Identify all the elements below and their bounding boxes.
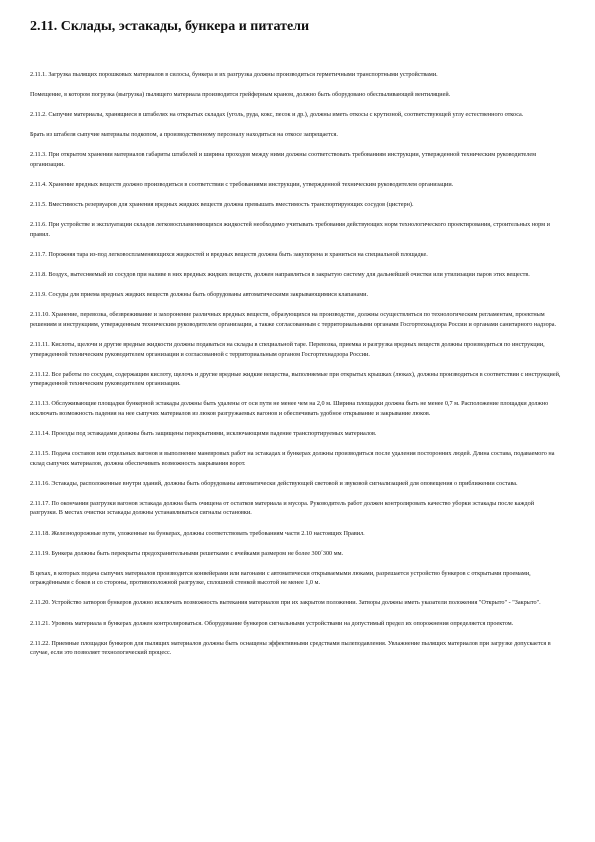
paragraph: 2.11.1. Загрузка пылящих порошковых материалов в силосы, бункера и их разгрузка должны производиться герметичными транспортными устройствами. (30, 71, 438, 78)
paragraph: 2.11.14. Проезды под эстакадами должны быть защищены перекрытиями, исключающими падение транспортируемых материалов. (30, 429, 377, 437)
paragraph: 2.11.10. Хранение, перевозка, обезвреживание и захоронение различных вредных веществ, образующихся на производстве, должны осуществляться по технологическим регламентам, проектным решениям и инструкциям, утвержденным техническим руководителем организации, а также согласованным с территориальными органами Госгортехнадзора России и органами санитарного надзора. (30, 311, 557, 328)
paragraph: 2.11.12. Все работы по сосудам, содержащим кислоту, щелочь и другие вредные жидкие вещества, выполняемые при открытых крышках (люках), должны производиться в соответствии с инструкцией, утвержденной техническим руководителем организации. (30, 370, 561, 388)
paragraph: В цехах, в которых подача сыпучих материалов производится конвейерами или вагонами с автоматически открываемыми люками, разрешается устройство бункеров с открытыми проемами, ограждёнными с боков и со стороны, противоположной разгрузке, сплошной стенкой высотой не менее 1,0 м. (30, 569, 531, 587)
paragraph: Помещение, в котором погрузка (выгрузка) пылящего материала производится грейферным краном, должно быть оборудовано обеспыливающей вентиляцией. (30, 91, 451, 99)
paragraph: 2.11.11. Кислоты, щелочи и другие вредные жидкости должны подаваться на склады в специальной таре. Перевозка, приемка и разгрузка вредных веществ должны производиться по инструкции, утвержденной техническим руководителем организации и согласованной с территориальным органом Госгортехнадзора России. (30, 340, 545, 358)
paragraph: 2.11.2. Сыпучие материалы, хранящиеся в штабелях на открытых складах (уголь, руда, кокс, песок и др.), должны иметь откосы с крутизной, соответствующей углу естественного откоса. (30, 111, 524, 119)
paragraph: Брать из штабеля сыпучие материалы подкопом, а производственному персоналу находиться на откосе запрещается. (30, 131, 338, 139)
paragraph: 2.11.4. Хранение вредных веществ должно производиться в соответствии с требованиями инструкции, утвержденной техническим руководителем организации. (30, 181, 454, 189)
paragraph: 2.11.9. Сосуды для приема вредных жидких веществ должны быть оборудованы автоматическими закрывающимися клапанами. (30, 291, 369, 299)
page-title: 2.11. Склады, эстакады, бункера и питатели (30, 19, 310, 34)
paragraph: 2.11.20. Устройство затворов бункеров должно исключать возможность вытекания материалов при их закрытом положении. Затворы должны иметь указатели положения "Открыто" - "Закрыто". (30, 599, 541, 607)
paragraph: 2.11.18. Железнодорожные пути, уложенные на бункерах, должны соответствовать требованиям части 2.10 настоящих Правил. (30, 529, 365, 537)
paragraph: 2.11.21. Уровень материала в бункерах должен контролироваться. Оборудование бункеров сигнальными устройствами на допустимый предел их опорожнения определяется проектом. (30, 619, 514, 627)
paragraph: 2.11.3. При открытом хранении материалов габариты штабелей и ширина проходов между ними должны соответствовать требованиям инструкции, утвержденной техническим руководителем организации. (30, 151, 537, 168)
paragraph: 2.11.7. Порожняя тара из-под легковоспламеняющихся жидкостей и вредных веществ должна быть закупорена и храниться на специальной площадке. (30, 250, 428, 258)
paragraph: 2.11.22. Приемные площадки бункеров для пылящих материалов должны быть оснащены эффективными средствами пылеподавления. Увлажнение пылящих материалов при загрузке допускается в случае, если это позволяет технологический процесс. (30, 639, 551, 657)
paragraph: 2.11.8. Воздух, вытесняемый из сосудов при наливе в них вредных жидких веществ, должен направляться в закрытую систему для дальнейшей очистки или утилизации паров этих веществ. (30, 271, 530, 279)
document-body (30, 70, 561, 658)
paragraph: 2.11.15. Подача составов или отдельных вагонов и выполнение маневровых работ на эстакадах и бункерах должны производиться после удаления посторонних людей. Длина состава, подаваемого на склад сыпучих материалов, должна обеспечивать возможность закрывания ворот. (30, 450, 555, 467)
paragraph: 2.11.5. Вместимость резервуаров для хранения вредных жидких веществ должна превышать вместимость транспортирующих сосудов (цистерн). (30, 201, 414, 209)
paragraph: 2.11.17. По окончании разгрузки вагонов эстакада должна быть очищена от остатков материала и мусора. Руководитель работ должен контролировать качество уборки эстакады после каждой разгрузки. В местах очистки эстакады должны устанавливаться сигналы остановки. (30, 499, 535, 517)
paragraph: 2.11.19. Бункера должны быть перекрыты предохранительными решетками с ячейками размером не более 300´300 мм. (30, 549, 344, 557)
paragraph: 2.11.16. Эстакады, расположенные внутри зданий, должны быть оборудованы автоматически действующей световой и звуковой сигнализацией для оповещения о приближении состава. (30, 479, 518, 487)
paragraph: 2.11.13. Обслуживающие площадки бункерной эстакады должны быть удалены от оси пути не менее чем на 2,0 м. Ширина площадки должна быть не менее 0,7 м. Расположение площадки должно исключать возможность падения на нее сыпучих материалов из люков разгружаемых вагонов и обеспечивать удобное открывание и закрывание люков. (30, 400, 549, 417)
paragraph: 2.11.6. При устройстве и эксплуатации складов легковоспламеняющихся жидкостей необходимо учитывать требования действующих норм технологического проектирования, строительных норм и правил. (30, 221, 550, 238)
